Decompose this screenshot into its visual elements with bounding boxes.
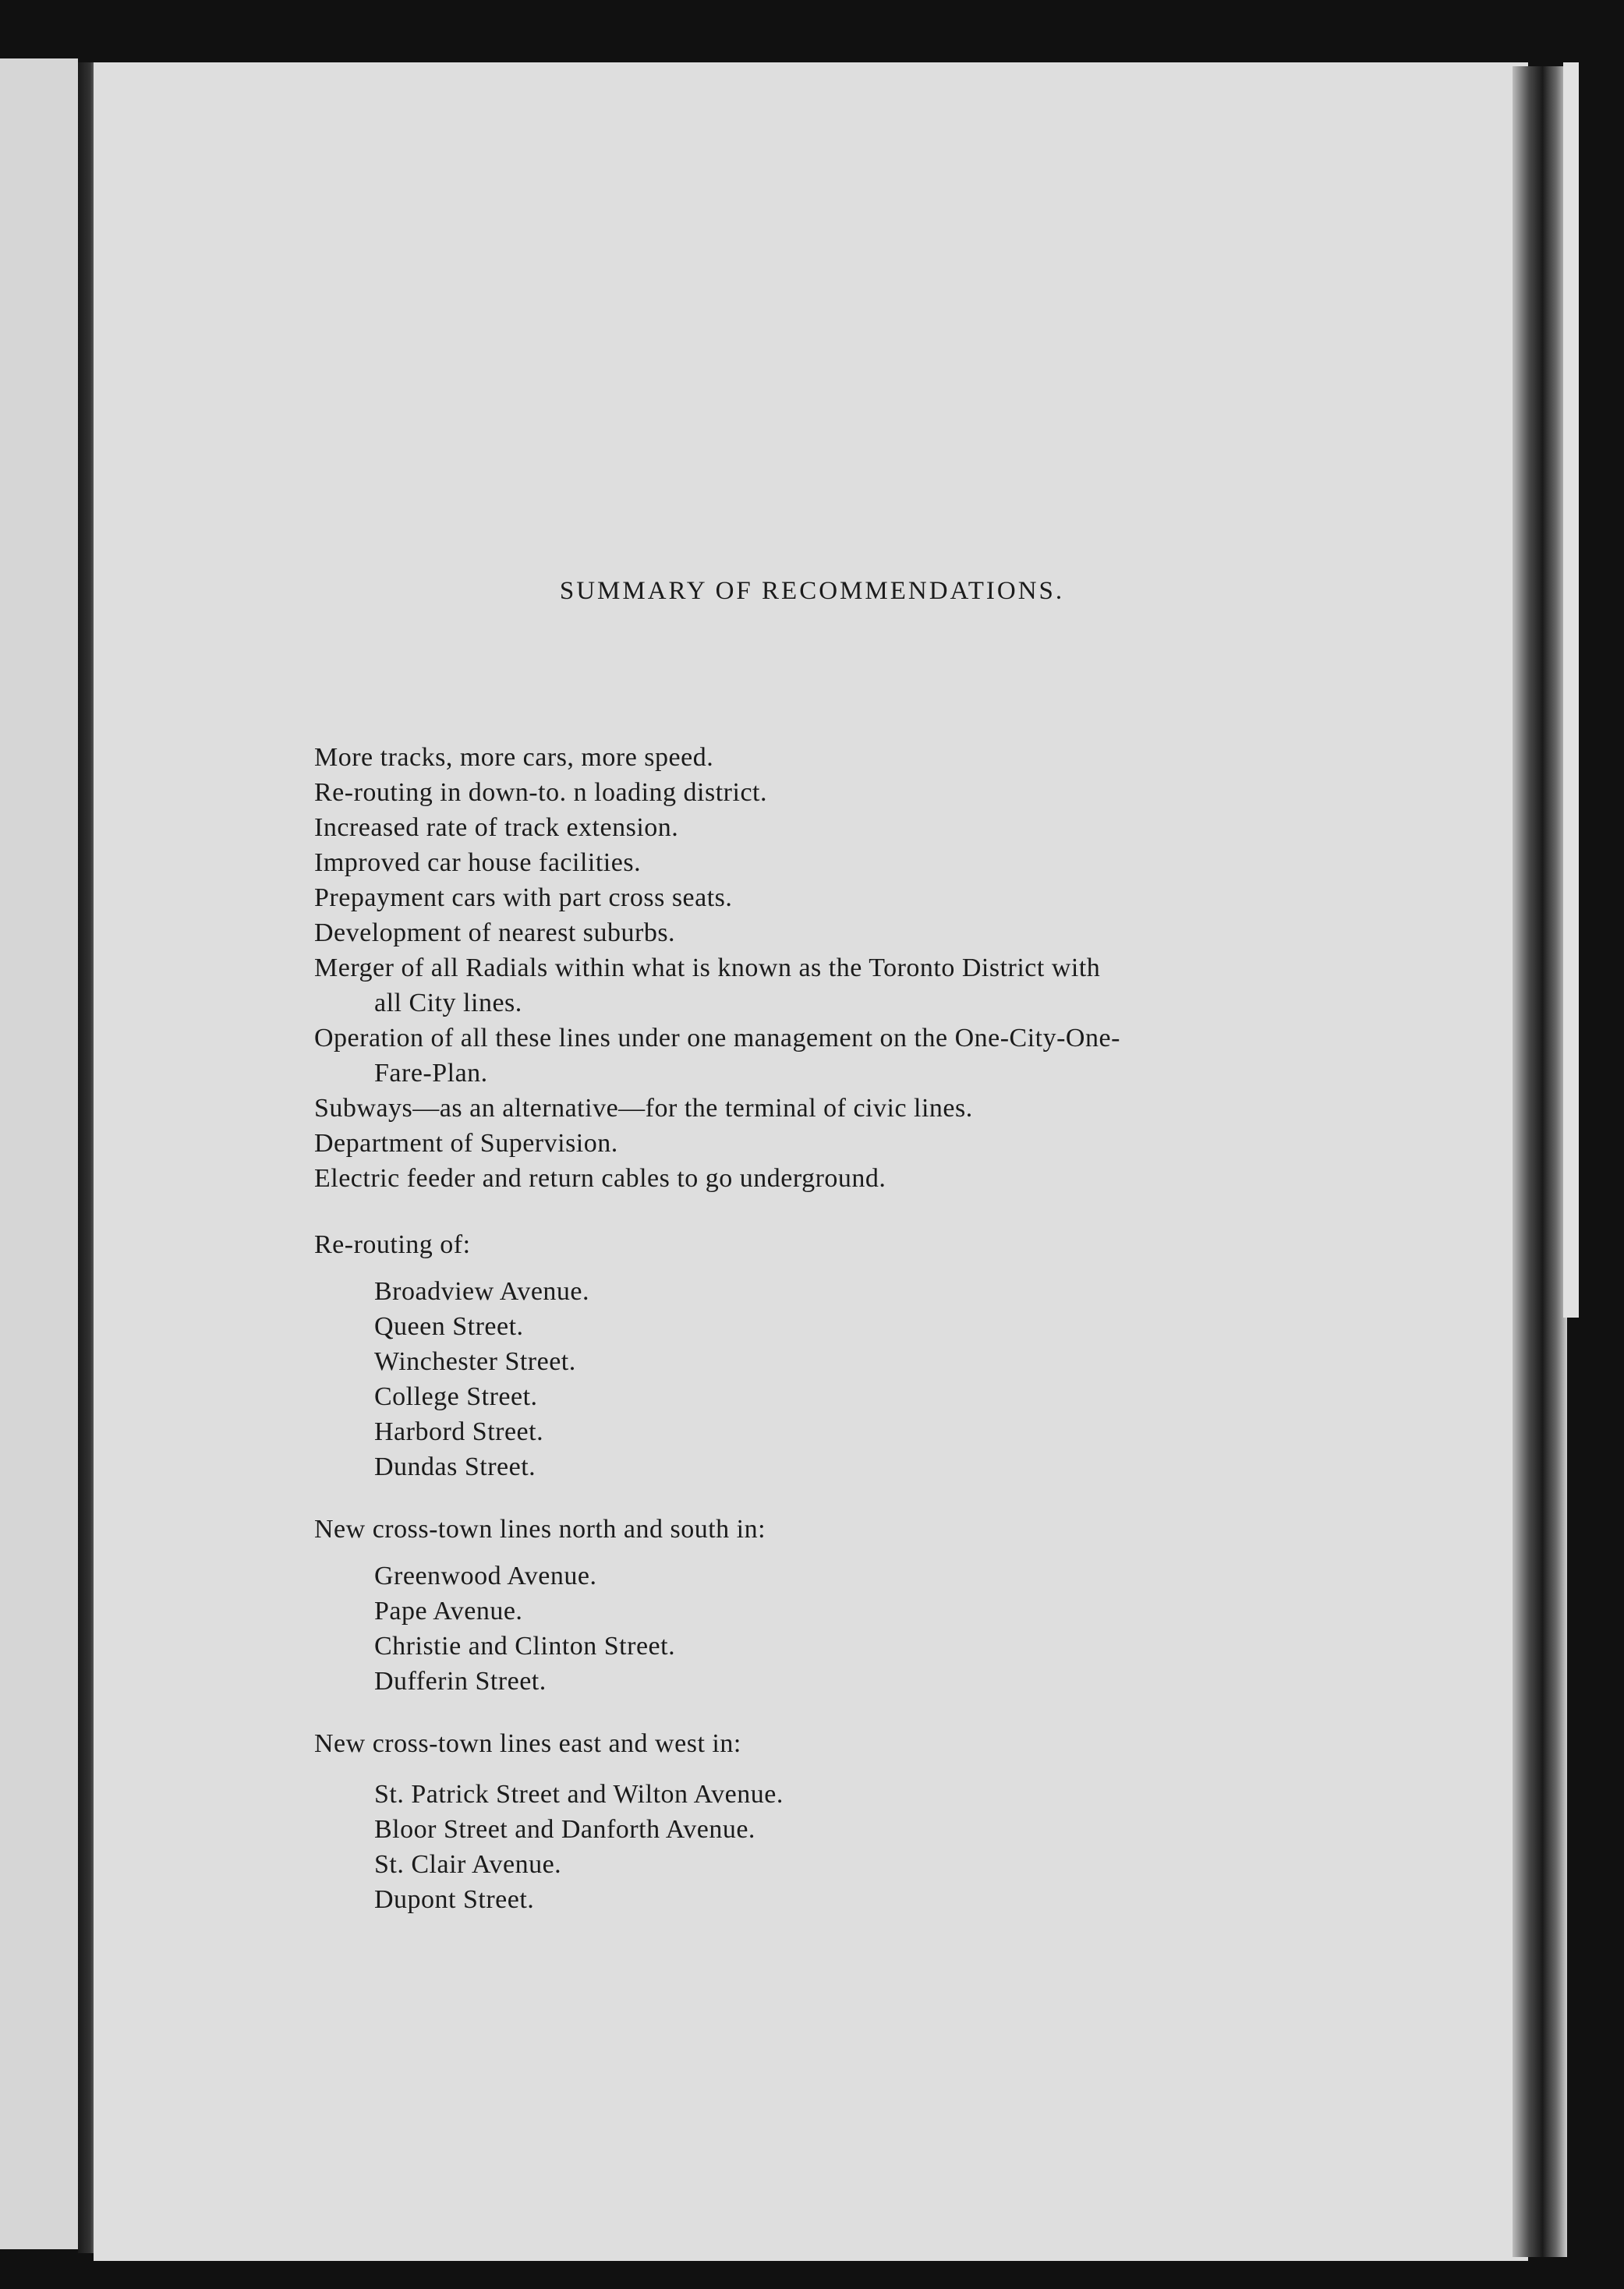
north-south-item: Greenwood Avenue. [374,1562,597,1590]
north-south-item: Pape Avenue. [374,1597,523,1626]
rerouting-item: Harbord Street. [374,1417,544,1446]
recommendation-line: Improved car house facilities. [314,848,642,877]
page-right-edge-shadow [1513,66,1567,2257]
recommendation-line: Merger of all Radials within what is known as the Toronto District with [314,953,1101,982]
east-west-item: St. Clair Avenue. [374,1850,562,1879]
recommendation-line: Department of Supervision. [314,1129,618,1158]
recommendation-line: Subways—as an alternative—for the terminal of civic lines. [314,1094,973,1123]
recommendation-line: Development of nearest suburbs. [314,918,676,947]
recommendation-line: Increased rate of track extension. [314,813,679,842]
recommendation-line: Re-routing in down-to. n loading district. [314,778,767,807]
rerouting-item: Broadview Avenue. [374,1277,590,1306]
next-page-edge [1563,62,1579,1318]
north-south-item: Dufferin Street. [374,1667,547,1696]
recommendation-line: Prepayment cars with part cross seats. [314,883,733,912]
east-west-heading: New cross-town lines east and west in: [314,1729,741,1758]
east-west-item: Dupont Street. [374,1885,535,1914]
rerouting-item: College Street. [374,1382,538,1411]
recommendation-line-continued: Fare-Plan. [374,1059,488,1088]
east-west-item: St. Patrick Street and Wilton Avenue. [374,1780,784,1809]
recommendation-line: Electric feeder and return cables to go underground. [314,1164,886,1193]
page-title: SUMMARY OF RECOMMENDATIONS. [559,577,1065,605]
rerouting-heading: Re-routing of: [314,1230,471,1259]
rerouting-item: Winchester Street. [374,1347,576,1376]
east-west-item: Bloor Street and Danforth Avenue. [374,1815,755,1844]
recommendation-line: More tracks, more cars, more speed. [314,743,714,772]
recommendation-line: Operation of all these lines under one management on the One-City-One- [314,1024,1120,1053]
north-south-heading: New cross-town lines north and south in: [314,1515,766,1544]
north-south-item: Christie and Clinton Street. [374,1632,676,1661]
rerouting-item: Dundas Street. [374,1452,536,1481]
rerouting-item: Queen Street. [374,1312,524,1341]
recommendation-line-continued: all City lines. [374,989,522,1017]
previous-page-edge [0,58,78,2249]
